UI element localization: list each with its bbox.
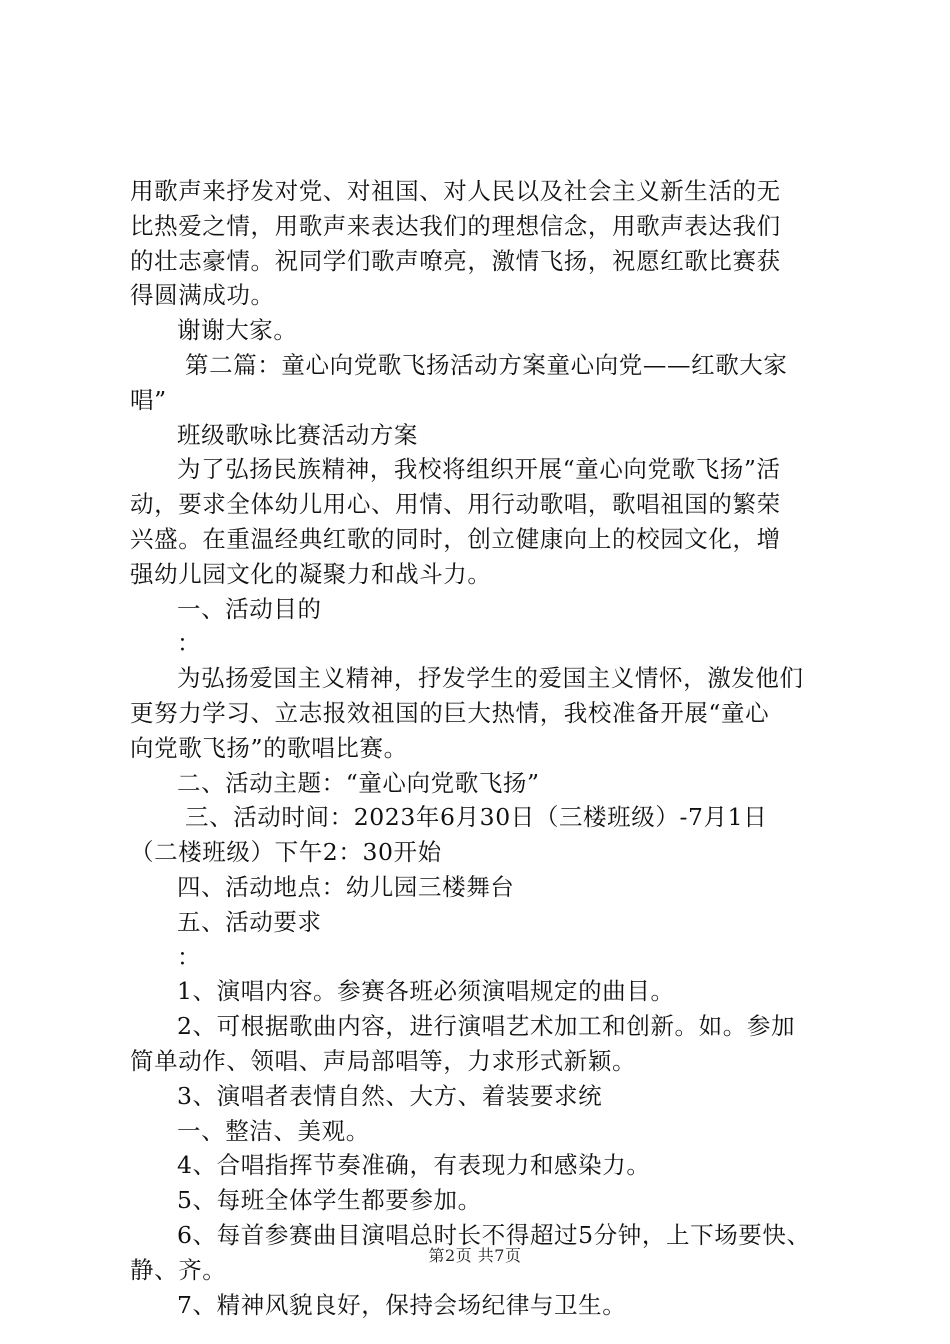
paragraph-line: 动，要求全体幼儿用心、用情、用行动歌唱，歌唱祖国的繁荣 <box>130 490 781 519</box>
paragraph-line: （二楼班级）下午2：30开始 <box>130 838 442 867</box>
paragraph-line: 兴盛。在重温经典红歌的同时，创立健康向上的校园文化，增 <box>130 524 781 553</box>
paragraph-line: 向党歌飞扬”的歌唱比赛。 <box>130 733 408 762</box>
colon-line: ： <box>177 629 202 658</box>
list-item: 6、每首参赛曲目演唱总时长不得超过5分钟，上下场要快、 <box>177 1220 811 1249</box>
colon-line: ： <box>177 942 202 971</box>
paragraph-line: 用歌声来抒发对党、对祖国、对人民以及社会主义新生活的无 <box>130 177 781 205</box>
paragraph-line: 为了弘扬民族精神，我校将组织开展“童心向党歌飞扬”活 <box>177 455 781 484</box>
list-item: 3、演唱者表情自然、大方、着装要求统 <box>177 1081 603 1110</box>
plan-title: 班级歌咏比赛活动方案 <box>177 420 418 449</box>
list-item-continued: 一、整洁、美观。 <box>177 1116 370 1145</box>
document-body <box>130 176 830 1324</box>
heading-location: 四、活动地点：幼儿园三楼舞台 <box>177 872 515 901</box>
list-item: 4、合唱指挥节奏准确，有表现力和感染力。 <box>177 1151 651 1180</box>
heading-theme: 二、活动主题：“童心向党歌飞扬” <box>177 768 540 797</box>
list-item: 7、精神风貌良好，保持会场纪律与卫生。 <box>177 1290 627 1319</box>
section-title-continued: 唱” <box>130 385 167 414</box>
list-item: 2、可根据歌曲内容，进行演唱艺术加工和创新。如。参加 <box>177 1012 796 1041</box>
paragraph-line: 强幼儿园文化的凝聚力和战斗力。 <box>130 559 492 588</box>
list-item: 5、每班全体学生都要参加。 <box>177 1186 482 1215</box>
paragraph-line: 为弘扬爱国主义精神，抒发学生的爱国主义情怀，激发他们 <box>177 664 804 693</box>
list-item-continued: 静、齐。 <box>130 1255 227 1284</box>
list-item: 1、演唱内容。参赛各班必须演唱规定的曲目。 <box>177 977 675 1006</box>
heading-time: 三、活动时间：2023年6月30日（三楼班级）-7月1日 <box>185 803 768 832</box>
paragraph-line: 的壮志豪情。祝同学们歌声嘹亮，激情飞扬，祝愿红歌比赛获 <box>130 246 781 275</box>
paragraph-line: 得圆满成功。 <box>130 281 275 310</box>
section-title: 第二篇：童心向党歌飞扬活动方案童心向党——红歌大家 <box>185 350 788 379</box>
paragraph-line: 比热爱之情，用歌声来表达我们的理想信念，用歌声表达我们 <box>130 211 781 240</box>
list-item-continued: 简单动作、领唱、声局部唱等，力求形式新颖。 <box>130 1046 637 1075</box>
heading-purpose: 一、活动目的 <box>177 594 322 623</box>
heading-requirements: 五、活动要求 <box>177 907 322 936</box>
closing-line: 谢谢大家。 <box>177 316 298 345</box>
page-footer: 第2页 共7页 <box>428 1246 522 1265</box>
paragraph-line: 更努力学习、立志报效祖国的巨大热情，我校准备开展“童心 <box>130 698 770 727</box>
